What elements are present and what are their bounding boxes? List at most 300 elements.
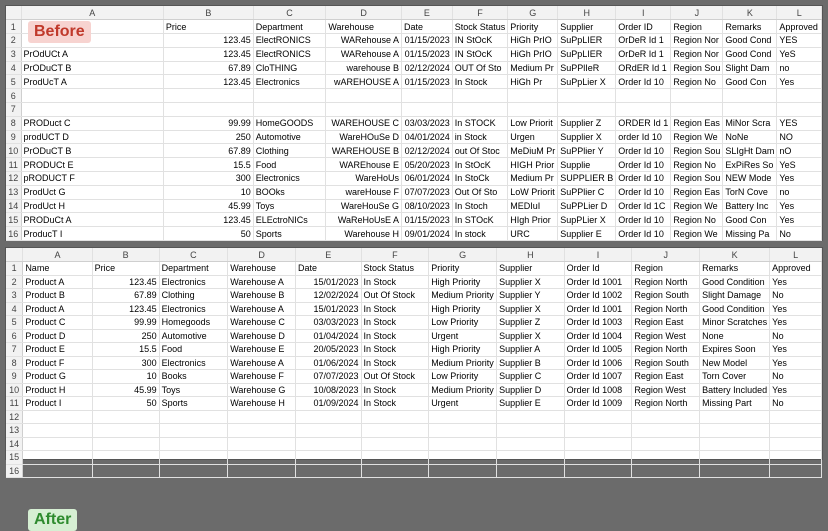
cell-f12[interactable] bbox=[361, 410, 429, 424]
cell-j2[interactable]: Region North bbox=[632, 275, 700, 289]
cell-l15[interactable] bbox=[770, 451, 822, 465]
cell-d6[interactable]: Warehouse D bbox=[228, 329, 296, 343]
cell-l5[interactable]: Yes bbox=[777, 75, 822, 89]
cell-g15[interactable]: HIgh Prior bbox=[508, 213, 558, 227]
cell-b10[interactable]: 45.99 bbox=[92, 383, 159, 397]
cell-k9[interactable]: Torn Cover bbox=[700, 370, 770, 384]
cell-c9[interactable]: Books bbox=[159, 370, 228, 384]
cell-e11[interactable]: 05/20/2023 bbox=[402, 158, 453, 172]
cell-i1[interactable]: Order Id bbox=[564, 262, 632, 276]
cell-a11[interactable]: PRODUCt E bbox=[21, 158, 163, 172]
cell-h11[interactable]: Supplie bbox=[558, 158, 616, 172]
column-header-j[interactable]: J bbox=[632, 248, 700, 262]
cell-l4[interactable]: no bbox=[777, 61, 822, 75]
cell-i1[interactable]: Order ID bbox=[616, 20, 671, 34]
cell-k13[interactable] bbox=[700, 424, 770, 438]
cell-i2[interactable]: OrDeR Id 1 bbox=[616, 34, 671, 48]
cell-b1[interactable]: Price bbox=[92, 262, 159, 276]
cell-c5[interactable]: Homegoods bbox=[159, 316, 228, 330]
cell-j4[interactable]: Region North bbox=[632, 302, 700, 316]
cell-d6[interactable] bbox=[326, 89, 402, 103]
cell-g5[interactable]: Low Priority bbox=[429, 316, 497, 330]
cell-k3[interactable]: Good Cond bbox=[723, 47, 777, 61]
cell-b1[interactable]: Price bbox=[163, 20, 253, 34]
cell-e13[interactable] bbox=[295, 424, 361, 438]
cell-j7[interactable] bbox=[671, 103, 723, 117]
cell-e5[interactable]: 03/03/2023 bbox=[295, 316, 361, 330]
cell-g16[interactable]: URC bbox=[508, 227, 558, 241]
cell-f15[interactable]: In STOcK bbox=[452, 213, 508, 227]
cell-g6[interactable] bbox=[508, 89, 558, 103]
cell-d12[interactable]: WareHoUs bbox=[326, 172, 402, 186]
cell-c4[interactable]: CloTHING bbox=[253, 61, 326, 75]
cell-h2[interactable]: Supplier X bbox=[497, 275, 564, 289]
cell-b8[interactable]: 99.99 bbox=[163, 116, 253, 130]
cell-l13[interactable]: no bbox=[777, 185, 822, 199]
cell-g3[interactable]: HiGh PrIO bbox=[508, 47, 558, 61]
cell-h5[interactable]: SuPpLier X bbox=[558, 75, 616, 89]
cell-g5[interactable]: HiGh Pr bbox=[508, 75, 558, 89]
cell-g4[interactable]: Medium Pr bbox=[508, 61, 558, 75]
cell-f6[interactable] bbox=[452, 89, 508, 103]
cell-l11[interactable]: No bbox=[770, 397, 822, 411]
cell-k8[interactable]: MiNor Scra bbox=[723, 116, 777, 130]
cell-j4[interactable]: Region Sou bbox=[671, 61, 723, 75]
row-number[interactable]: 13 bbox=[6, 185, 21, 199]
cell-h15[interactable] bbox=[497, 451, 564, 465]
cell-k12[interactable] bbox=[700, 410, 770, 424]
cell-d7[interactable] bbox=[326, 103, 402, 117]
cell-j9[interactable]: Region East bbox=[632, 370, 700, 384]
cell-i7[interactable] bbox=[616, 103, 671, 117]
cell-l3[interactable]: YeS bbox=[777, 47, 822, 61]
cell-i9[interactable]: Order Id 1007 bbox=[564, 370, 632, 384]
row-number[interactable]: 4 bbox=[6, 61, 21, 75]
cell-c10[interactable]: Clothing bbox=[253, 144, 326, 158]
cell-e11[interactable]: 01/09/2024 bbox=[295, 397, 361, 411]
row-number[interactable]: 14 bbox=[6, 437, 23, 451]
cell-a12[interactable] bbox=[23, 410, 92, 424]
cell-c15[interactable]: ELEctroNICs bbox=[253, 213, 326, 227]
cell-k8[interactable]: New Model bbox=[700, 356, 770, 370]
cell-h1[interactable]: Supplier bbox=[558, 20, 616, 34]
cell-k11[interactable]: Missing Part bbox=[700, 397, 770, 411]
cell-c2[interactable]: ElectRONICS bbox=[253, 34, 326, 48]
cell-k15[interactable] bbox=[700, 451, 770, 465]
cell-d15[interactable]: WaReHoUsE A bbox=[326, 213, 402, 227]
cell-d4[interactable]: warehouse B bbox=[326, 61, 402, 75]
column-header-d[interactable]: D bbox=[228, 248, 296, 262]
cell-h7[interactable] bbox=[558, 103, 616, 117]
cell-h13[interactable] bbox=[497, 424, 564, 438]
cell-a8[interactable]: Product F bbox=[23, 356, 92, 370]
cell-d13[interactable] bbox=[228, 424, 296, 438]
cell-g2[interactable]: High Priority bbox=[429, 275, 497, 289]
cell-i5[interactable]: Order Id 1003 bbox=[564, 316, 632, 330]
cell-f12[interactable]: In StoCk bbox=[452, 172, 508, 186]
cell-i14[interactable] bbox=[564, 437, 632, 451]
cell-a15[interactable] bbox=[23, 451, 92, 465]
cell-c6[interactable] bbox=[253, 89, 326, 103]
cell-c9[interactable]: Automotive bbox=[253, 130, 326, 144]
row-number[interactable]: 8 bbox=[6, 356, 23, 370]
column-header-e[interactable]: E bbox=[295, 248, 361, 262]
cell-k2[interactable]: Good Cond bbox=[723, 34, 777, 48]
cell-k4[interactable]: Good Condition bbox=[700, 302, 770, 316]
cell-j15[interactable] bbox=[632, 451, 700, 465]
cell-j14[interactable] bbox=[632, 437, 700, 451]
cell-h6[interactable] bbox=[558, 89, 616, 103]
cell-e9[interactable]: 07/07/2023 bbox=[295, 370, 361, 384]
row-number[interactable]: 11 bbox=[6, 158, 21, 172]
cell-f4[interactable]: In Stock bbox=[361, 302, 429, 316]
cell-a7[interactable] bbox=[21, 103, 163, 117]
cell-a14[interactable]: ProdUct H bbox=[21, 199, 163, 213]
column-header-l[interactable]: L bbox=[777, 6, 822, 20]
cell-g1[interactable]: Priority bbox=[508, 20, 558, 34]
cell-h3[interactable]: Supplier Y bbox=[497, 289, 564, 303]
cell-c14[interactable] bbox=[159, 437, 228, 451]
cell-i7[interactable]: Order Id 1005 bbox=[564, 343, 632, 357]
cell-b11[interactable]: 15.5 bbox=[163, 158, 253, 172]
cell-j7[interactable]: Region North bbox=[632, 343, 700, 357]
column-header-a[interactable]: A bbox=[23, 248, 92, 262]
cell-i5[interactable]: Order Id 10 bbox=[616, 75, 671, 89]
cell-f7[interactable]: In Stock bbox=[361, 343, 429, 357]
cell-c7[interactable] bbox=[253, 103, 326, 117]
row-number[interactable]: 8 bbox=[6, 116, 21, 130]
row-number[interactable]: 6 bbox=[6, 89, 21, 103]
cell-l2[interactable]: Yes bbox=[770, 275, 822, 289]
cell-f8[interactable]: In STOCK bbox=[452, 116, 508, 130]
cell-g9[interactable]: Urgen bbox=[508, 130, 558, 144]
cell-d9[interactable]: WareHOuSe D bbox=[326, 130, 402, 144]
row-number[interactable]: 16 bbox=[6, 227, 21, 241]
column-header-g[interactable]: G bbox=[429, 248, 497, 262]
cell-h16[interactable] bbox=[497, 464, 564, 478]
cell-a10[interactable]: PrODuCT B bbox=[21, 144, 163, 158]
cell-l14[interactable]: Yes bbox=[777, 199, 822, 213]
cell-l4[interactable]: Yes bbox=[770, 302, 822, 316]
cell-j8[interactable]: Region Eas bbox=[671, 116, 723, 130]
row-number[interactable]: 3 bbox=[6, 47, 21, 61]
cell-h6[interactable]: Supplier X bbox=[497, 329, 564, 343]
cell-e3[interactable]: 12/02/2024 bbox=[295, 289, 361, 303]
cell-b14[interactable]: 45.99 bbox=[163, 199, 253, 213]
cell-c6[interactable]: Automotive bbox=[159, 329, 228, 343]
row-number[interactable]: 1 bbox=[6, 20, 21, 34]
cell-i12[interactable] bbox=[564, 410, 632, 424]
cell-e4[interactable]: 15/01/2023 bbox=[295, 302, 361, 316]
cell-f11[interactable]: In StOcK bbox=[452, 158, 508, 172]
cell-g9[interactable]: Low Priority bbox=[429, 370, 497, 384]
row-number[interactable]: 16 bbox=[6, 464, 23, 478]
cell-a3[interactable]: Product B bbox=[23, 289, 92, 303]
cell-k11[interactable]: ExPiRes So bbox=[723, 158, 777, 172]
cell-d9[interactable]: Warehouse F bbox=[228, 370, 296, 384]
cell-c8[interactable]: HomeGOODS bbox=[253, 116, 326, 130]
cell-k7[interactable] bbox=[723, 103, 777, 117]
cell-i8[interactable]: Order Id 1006 bbox=[564, 356, 632, 370]
row-number[interactable]: 7 bbox=[6, 103, 21, 117]
cell-i16[interactable]: Order Id 10 bbox=[616, 227, 671, 241]
cell-g8[interactable]: Low Priorit bbox=[508, 116, 558, 130]
row-number[interactable]: 15 bbox=[6, 213, 21, 227]
cell-i12[interactable]: Order Id 10 bbox=[616, 172, 671, 186]
cell-h8[interactable]: Supplier Z bbox=[558, 116, 616, 130]
cell-g13[interactable] bbox=[429, 424, 497, 438]
cell-a4[interactable]: PrODuCT B bbox=[21, 61, 163, 75]
cell-d13[interactable]: wareHouse F bbox=[326, 185, 402, 199]
cell-b3[interactable]: 123.45 bbox=[163, 47, 253, 61]
cell-c3[interactable]: ElectRONICS bbox=[253, 47, 326, 61]
cell-l13[interactable] bbox=[770, 424, 822, 438]
cell-j11[interactable]: Region North bbox=[632, 397, 700, 411]
cell-c1[interactable]: Department bbox=[159, 262, 228, 276]
cell-b2[interactable]: 123.45 bbox=[92, 275, 159, 289]
cell-b4[interactable]: 67.89 bbox=[163, 61, 253, 75]
cell-f10[interactable]: out Of Stoc bbox=[452, 144, 508, 158]
column-header-f[interactable]: F bbox=[452, 6, 508, 20]
cell-e2[interactable]: 15/01/2023 bbox=[295, 275, 361, 289]
cell-b7[interactable]: 15.5 bbox=[92, 343, 159, 357]
cell-d3[interactable]: WARehouse A bbox=[326, 47, 402, 61]
cell-d12[interactable] bbox=[228, 410, 296, 424]
cell-a5[interactable]: Product C bbox=[23, 316, 92, 330]
cell-b5[interactable]: 99.99 bbox=[92, 316, 159, 330]
cell-d15[interactable] bbox=[228, 451, 296, 465]
cell-c7[interactable]: Food bbox=[159, 343, 228, 357]
cell-j13[interactable] bbox=[632, 424, 700, 438]
cell-l12[interactable] bbox=[770, 410, 822, 424]
cell-b9[interactable]: 10 bbox=[92, 370, 159, 384]
cell-b13[interactable] bbox=[92, 424, 159, 438]
cell-h10[interactable]: Supplier D bbox=[497, 383, 564, 397]
cell-l7[interactable]: Yes bbox=[770, 343, 822, 357]
cell-f11[interactable]: In Stock bbox=[361, 397, 429, 411]
cell-f1[interactable]: Stock Status bbox=[361, 262, 429, 276]
cell-j11[interactable]: Region No bbox=[671, 158, 723, 172]
cell-g14[interactable] bbox=[429, 437, 497, 451]
column-header-a[interactable]: A bbox=[21, 6, 163, 20]
cell-k16[interactable] bbox=[700, 464, 770, 478]
cell-k12[interactable]: NEW Mode bbox=[723, 172, 777, 186]
cell-c14[interactable]: Toys bbox=[253, 199, 326, 213]
cell-h5[interactable]: Supplier Z bbox=[497, 316, 564, 330]
cell-e12[interactable]: 06/01/2024 bbox=[402, 172, 453, 186]
cell-h4[interactable]: Supplier X bbox=[497, 302, 564, 316]
cell-f13[interactable]: Out Of Sto bbox=[452, 185, 508, 199]
cell-a14[interactable] bbox=[23, 437, 92, 451]
cell-i8[interactable]: ORDER Id 1 bbox=[616, 116, 671, 130]
cell-k13[interactable]: TorN Cove bbox=[723, 185, 777, 199]
cell-k9[interactable]: NoNe bbox=[723, 130, 777, 144]
cell-j10[interactable]: Region Sou bbox=[671, 144, 723, 158]
cell-h15[interactable]: SupPLier X bbox=[558, 213, 616, 227]
cell-i16[interactable] bbox=[564, 464, 632, 478]
row-number[interactable]: 5 bbox=[6, 75, 21, 89]
row-number[interactable]: 4 bbox=[6, 302, 23, 316]
cell-g11[interactable]: HIGH Prior bbox=[508, 158, 558, 172]
cell-k16[interactable]: Missing Pa bbox=[723, 227, 777, 241]
cell-g7[interactable] bbox=[508, 103, 558, 117]
cell-j6[interactable] bbox=[671, 89, 723, 103]
cell-a6[interactable]: Product D bbox=[23, 329, 92, 343]
cell-l7[interactable] bbox=[777, 103, 822, 117]
cell-b7[interactable] bbox=[163, 103, 253, 117]
cell-g7[interactable]: High Priority bbox=[429, 343, 497, 357]
cell-k7[interactable]: Expires Soon bbox=[700, 343, 770, 357]
row-number[interactable]: 1 bbox=[6, 262, 23, 276]
column-header-j[interactable]: J bbox=[671, 6, 723, 20]
cell-i14[interactable]: Order Id 1C bbox=[616, 199, 671, 213]
column-header-h[interactable]: H bbox=[558, 6, 616, 20]
row-number[interactable]: 12 bbox=[6, 172, 21, 186]
cell-k3[interactable]: Slight Damage bbox=[700, 289, 770, 303]
cell-b6[interactable]: 250 bbox=[92, 329, 159, 343]
cell-k10[interactable]: Battery Included bbox=[700, 383, 770, 397]
row-number[interactable]: 3 bbox=[6, 289, 23, 303]
cell-d2[interactable]: Warehouse A bbox=[228, 275, 296, 289]
cell-j6[interactable]: Region West bbox=[632, 329, 700, 343]
cell-i15[interactable]: Order Id 10 bbox=[616, 213, 671, 227]
cell-j14[interactable]: Region We bbox=[671, 199, 723, 213]
cell-l1[interactable]: Approved bbox=[770, 262, 822, 276]
cell-l8[interactable]: Yes bbox=[770, 356, 822, 370]
cell-c1[interactable]: Department bbox=[253, 20, 326, 34]
cell-h7[interactable]: Supplier A bbox=[497, 343, 564, 357]
cell-c13[interactable]: BOOks bbox=[253, 185, 326, 199]
cell-f4[interactable]: OUT Of Sto bbox=[452, 61, 508, 75]
cell-i11[interactable]: Order Id 10 bbox=[616, 158, 671, 172]
column-header-k[interactable]: K bbox=[700, 248, 770, 262]
cell-f5[interactable]: In Stock bbox=[361, 316, 429, 330]
cell-g10[interactable]: Medium Priority bbox=[429, 383, 497, 397]
cell-g3[interactable]: Medium Priority bbox=[429, 289, 497, 303]
cell-a3[interactable]: PrOdUCt A bbox=[21, 47, 163, 61]
cell-h11[interactable]: Supplier E bbox=[497, 397, 564, 411]
cell-a16[interactable]: ProducT I bbox=[21, 227, 163, 241]
column-header-d[interactable]: D bbox=[326, 6, 402, 20]
column-header-h[interactable]: H bbox=[497, 248, 564, 262]
cell-g12[interactable] bbox=[429, 410, 497, 424]
cell-e12[interactable] bbox=[295, 410, 361, 424]
cell-f3[interactable]: IN StOcK bbox=[452, 47, 508, 61]
cell-a16[interactable] bbox=[23, 464, 92, 478]
row-number[interactable]: 2 bbox=[6, 275, 23, 289]
cell-j12[interactable]: Region Sou bbox=[671, 172, 723, 186]
cell-k14[interactable] bbox=[700, 437, 770, 451]
cell-k1[interactable]: Remarks bbox=[723, 20, 777, 34]
cell-d5[interactable]: Warehouse C bbox=[228, 316, 296, 330]
cell-i13[interactable]: Order Id 10 bbox=[616, 185, 671, 199]
cell-f13[interactable] bbox=[361, 424, 429, 438]
cell-e7[interactable] bbox=[402, 103, 453, 117]
cell-h10[interactable]: SuPPlier Y bbox=[558, 144, 616, 158]
cell-j15[interactable]: Region No bbox=[671, 213, 723, 227]
cell-k10[interactable]: SLIgHt Dam bbox=[723, 144, 777, 158]
cell-l5[interactable]: Yes bbox=[770, 316, 822, 330]
cell-b16[interactable] bbox=[92, 464, 159, 478]
cell-b6[interactable] bbox=[163, 89, 253, 103]
column-header-i[interactable]: I bbox=[616, 6, 671, 20]
cell-d16[interactable] bbox=[228, 464, 296, 478]
cell-d2[interactable]: WARehouse A bbox=[326, 34, 402, 48]
row-number[interactable]: 2 bbox=[6, 34, 21, 48]
cell-k6[interactable]: None bbox=[700, 329, 770, 343]
cell-e15[interactable] bbox=[295, 451, 361, 465]
column-header-c[interactable]: C bbox=[159, 248, 228, 262]
cell-h13[interactable]: SuPPlier C bbox=[558, 185, 616, 199]
row-number[interactable]: 10 bbox=[6, 383, 23, 397]
cell-l11[interactable]: YeS bbox=[777, 158, 822, 172]
cell-e10[interactable]: 02/12/2024 bbox=[402, 144, 453, 158]
cell-b15[interactable] bbox=[92, 451, 159, 465]
cell-j1[interactable]: Region bbox=[671, 20, 723, 34]
cell-i10[interactable]: Order Id 1008 bbox=[564, 383, 632, 397]
cell-a15[interactable]: PRODuCt A bbox=[21, 213, 163, 227]
column-header-b[interactable]: B bbox=[163, 6, 253, 20]
cell-g11[interactable]: Urgent bbox=[429, 397, 497, 411]
cell-b11[interactable]: 50 bbox=[92, 397, 159, 411]
cell-l14[interactable] bbox=[770, 437, 822, 451]
cell-h2[interactable]: SuPpLIER bbox=[558, 34, 616, 48]
cell-c16[interactable]: Sports bbox=[253, 227, 326, 241]
cell-d11[interactable]: Warehouse H bbox=[228, 397, 296, 411]
cell-k6[interactable] bbox=[723, 89, 777, 103]
cell-j8[interactable]: Region South bbox=[632, 356, 700, 370]
cell-c13[interactable] bbox=[159, 424, 228, 438]
cell-h9[interactable]: Supplier X bbox=[558, 130, 616, 144]
cell-e14[interactable] bbox=[295, 437, 361, 451]
cell-h14[interactable]: SuPPLier D bbox=[558, 199, 616, 213]
cell-d3[interactable]: Warehouse B bbox=[228, 289, 296, 303]
cell-h12[interactable] bbox=[497, 410, 564, 424]
cell-l12[interactable]: Yes bbox=[777, 172, 822, 186]
cell-j13[interactable]: Region Eas bbox=[671, 185, 723, 199]
cell-b9[interactable]: 250 bbox=[163, 130, 253, 144]
cell-i2[interactable]: Order Id 1001 bbox=[564, 275, 632, 289]
cell-l16[interactable] bbox=[770, 464, 822, 478]
cell-e10[interactable]: 10/08/2023 bbox=[295, 383, 361, 397]
cell-a4[interactable]: Product A bbox=[23, 302, 92, 316]
cell-g13[interactable]: LoW Priorit bbox=[508, 185, 558, 199]
cell-e1[interactable]: Date bbox=[295, 262, 361, 276]
cell-j3[interactable]: Region Nor bbox=[671, 47, 723, 61]
cell-d14[interactable] bbox=[228, 437, 296, 451]
cell-l1[interactable]: Approved bbox=[777, 20, 822, 34]
cell-i9[interactable]: order Id 10 bbox=[616, 130, 671, 144]
cell-b15[interactable]: 123.45 bbox=[163, 213, 253, 227]
select-all-corner[interactable] bbox=[6, 248, 23, 262]
cell-i4[interactable]: ORdER Id 1 bbox=[616, 61, 671, 75]
cell-f1[interactable]: Stock Status bbox=[452, 20, 508, 34]
cell-c11[interactable]: Food bbox=[253, 158, 326, 172]
cell-i15[interactable] bbox=[564, 451, 632, 465]
row-number[interactable]: 15 bbox=[6, 451, 23, 465]
cell-j5[interactable]: Region East bbox=[632, 316, 700, 330]
row-number[interactable]: 10 bbox=[6, 144, 21, 158]
cell-b4[interactable]: 123.45 bbox=[92, 302, 159, 316]
cell-a5[interactable]: ProdUcT A bbox=[21, 75, 163, 89]
cell-c11[interactable]: Sports bbox=[159, 397, 228, 411]
column-header-c[interactable]: C bbox=[253, 6, 326, 20]
cell-e3[interactable]: 01/15/2023 bbox=[402, 47, 453, 61]
column-header-i[interactable]: I bbox=[564, 248, 632, 262]
cell-h1[interactable]: Supplier bbox=[497, 262, 564, 276]
cell-f9[interactable]: Out Of Stock bbox=[361, 370, 429, 384]
cell-f5[interactable]: In Stock bbox=[452, 75, 508, 89]
